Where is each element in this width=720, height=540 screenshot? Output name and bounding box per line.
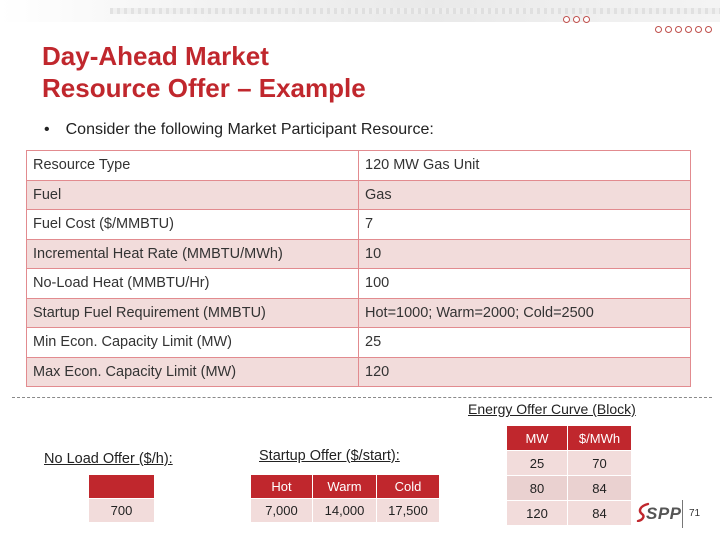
row-label: Resource Type xyxy=(27,151,359,181)
row-value: 120 MW Gas Unit xyxy=(359,151,691,181)
table-row xyxy=(507,501,632,526)
spp-logo xyxy=(636,502,680,524)
row-value: 100 xyxy=(359,269,691,299)
resource-table xyxy=(26,150,691,387)
row-value: 7 xyxy=(359,210,691,240)
row-label: Fuel xyxy=(27,180,359,210)
table-row xyxy=(27,180,691,210)
section-divider xyxy=(12,397,712,398)
table-row xyxy=(27,328,691,358)
price-header: $/MWh xyxy=(568,426,632,451)
intro-bullet xyxy=(44,121,434,139)
no-load-header xyxy=(89,475,155,499)
startup-cold-value: 17,500 xyxy=(377,499,440,523)
startup-table xyxy=(250,474,440,523)
table-row xyxy=(507,451,632,476)
startup-hot-header: Hot xyxy=(251,475,313,499)
startup-hot-value: 7,000 xyxy=(251,499,313,523)
startup-warm-header: Warm xyxy=(313,475,377,499)
bullet-text: Consider the following Market Participant Resource: xyxy=(65,121,434,138)
energy-curve-table xyxy=(506,425,632,526)
row-label: Min Econ. Capacity Limit (MW) xyxy=(27,328,359,358)
footer-divider xyxy=(682,500,683,528)
row-value: 10 xyxy=(359,239,691,269)
decorative-dots-small xyxy=(563,16,590,23)
startup-warm-value: 14,000 xyxy=(313,499,377,523)
table-row xyxy=(507,476,632,501)
row-label: Startup Fuel Requirement (MMBTU) xyxy=(27,298,359,328)
row-value: Hot=1000; Warm=2000; Cold=2500 xyxy=(359,298,691,328)
mw-header: MW xyxy=(507,426,568,451)
startup-title: Startup Offer ($/start): xyxy=(259,448,400,464)
page-number: 71 xyxy=(689,508,701,519)
table-row xyxy=(251,499,440,523)
row-label: No-Load Heat (MMBTU/Hr) xyxy=(27,269,359,299)
mw-cell: 80 xyxy=(507,476,568,501)
no-load-title: No Load Offer ($/h): xyxy=(44,451,173,467)
row-label: Fuel Cost ($/MMBTU) xyxy=(27,210,359,240)
logo-text: SPP xyxy=(646,504,682,523)
energy-curve-title: Energy Offer Curve (Block) xyxy=(468,401,636,417)
mw-cell: 120 xyxy=(507,501,568,526)
row-label: Max Econ. Capacity Limit (MW) xyxy=(27,357,359,387)
price-cell: 84 xyxy=(568,476,632,501)
table-row xyxy=(27,298,691,328)
bullet-icon: • xyxy=(44,121,50,138)
header-streak xyxy=(110,8,720,14)
table-row xyxy=(507,426,632,451)
row-label: Incremental Heat Rate (MMBTU/MWh) xyxy=(27,239,359,269)
row-value: Gas xyxy=(359,180,691,210)
row-value: 120 xyxy=(359,357,691,387)
startup-cold-header: Cold xyxy=(377,475,440,499)
table-row xyxy=(27,239,691,269)
table-row xyxy=(27,210,691,240)
decorative-dots-large xyxy=(655,26,712,33)
mw-cell: 25 xyxy=(507,451,568,476)
row-value: 25 xyxy=(359,328,691,358)
table-row xyxy=(251,475,440,499)
table-row xyxy=(27,269,691,299)
slide-title-line-1: Day-Ahead Market xyxy=(42,41,269,71)
header-band xyxy=(0,0,720,22)
price-cell: 70 xyxy=(568,451,632,476)
price-cell: 84 xyxy=(568,501,632,526)
slide-title-line-2: Resource Offer – Example xyxy=(42,73,366,103)
no-load-value: 700 xyxy=(89,499,155,523)
no-load-table xyxy=(88,474,155,523)
table-row xyxy=(27,151,691,181)
table-row xyxy=(27,357,691,387)
table-row xyxy=(89,499,155,523)
table-row xyxy=(89,475,155,499)
slide-title xyxy=(42,40,366,104)
